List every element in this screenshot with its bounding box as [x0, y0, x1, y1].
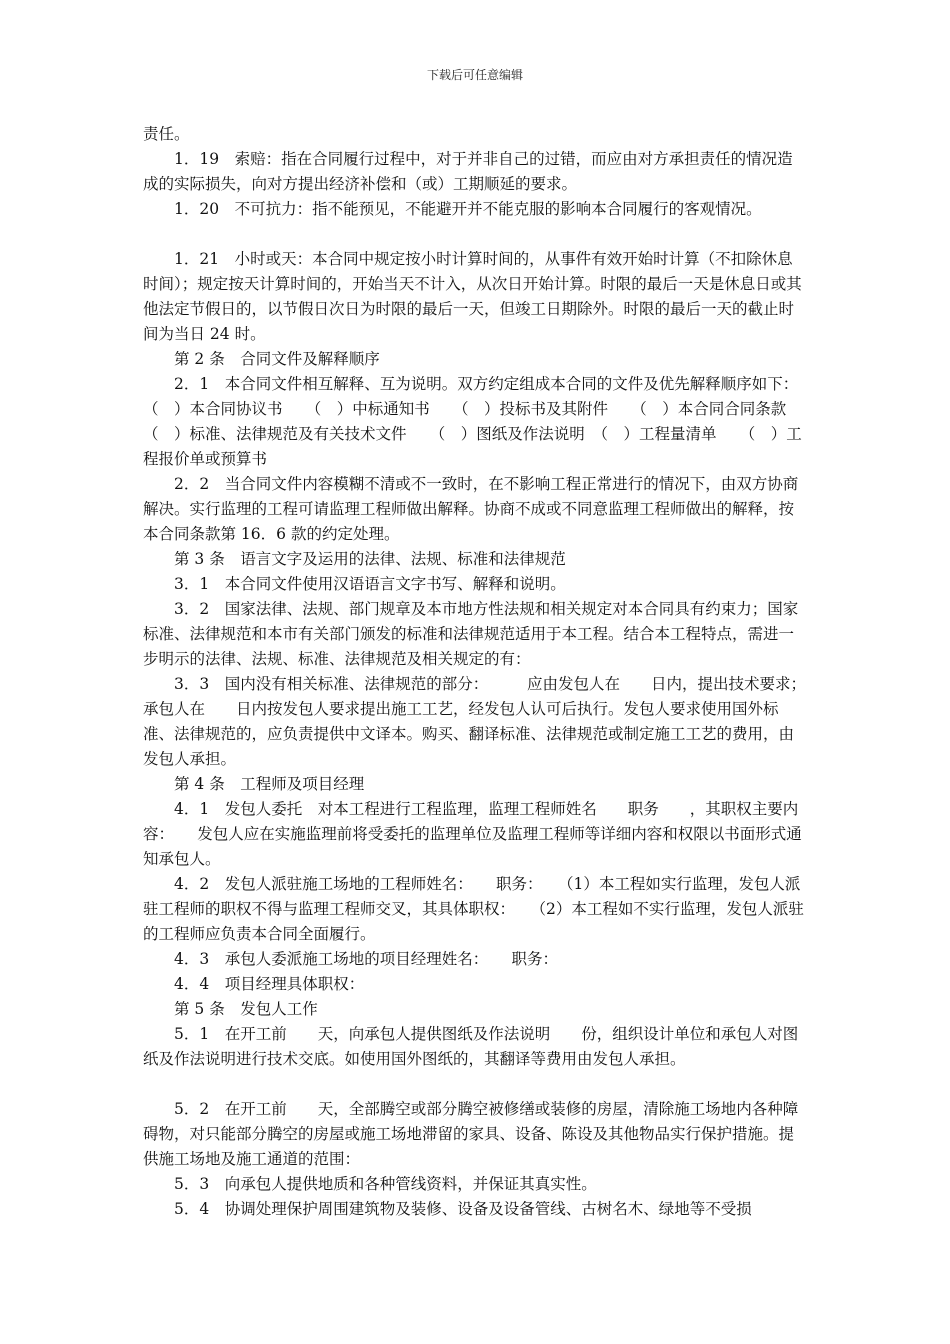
paragraph: 4．3 承包人委派施工场地的项目经理姓名： 职务：: [174, 950, 558, 968]
paragraph: 3．1 本合同文件使用汉语语言文字书写、解释和说明。: [174, 575, 566, 593]
paragraph: 1．20 不可抗力：指不能预见，不能避开并不能克服的影响本合同履行的客观情况。: [174, 200, 762, 218]
paragraph: 5．1 在开工前 天，向承包人提供图纸及作法说明 份，组织设计单位和承包人对图纸及作法说明进行技术交底。如使用国外图纸的，其翻译等费用由发包人承担。: [143, 1025, 799, 1068]
paragraph: 1．19 索赔：指在合同履行过程中，对于并非自己的过错，而应由对方承担责任的情况造成的实际损失，向对方提出经济补偿和（或）工期顺延的要求。: [143, 150, 793, 193]
paragraph: 4．4 项目经理具体职权：: [174, 975, 365, 993]
section-heading: 第 2 条 合同文件及解释顺序: [174, 350, 380, 368]
paragraph: 4．2 发包人派驻施工场地的工程师姓名： 职务： （1）本工程如实行监理，发包人派驻工程师的职权不得与监理工程师交叉，其具体职权： （2）本工程如不实行监理，发包人派驻的工程师应负责本合同全面履行。: [143, 875, 804, 943]
paragraph: 2．2 当合同文件内容模糊不清或不一致时，在不影响工程正常进行的情况下，由双方协商解决。实行监理的工程可请监理工程师做出解释。协商不成或不同意监理工程师做出的解释，按本合同条款第 16．6 款的约定处理。: [143, 475, 799, 543]
paragraph: 责任。: [143, 125, 190, 143]
paragraph: 5．2 在开工前 天，全部腾空或部分腾空被修缮或装修的房屋，清除施工场地内各种障碍物，对只能部分腾空的房屋或施工场地滞留的家具、设备、陈设及其他物品实行保护措施。提供施工场地及施工通道的范围：: [143, 1100, 799, 1168]
paragraph: 3．3 国内没有相关标准、法律规范的部分： 应由发包人在 日内，提出技术要求；承包人在 日内按发包人要求提出施工工艺，经发包人认可后执行。发包人要求使用国外标准、法律规范的，应负责提供中文译本。购买、翻译标准、法律规范或制定施工工艺的费用，由发包人承担。: [143, 675, 806, 768]
paragraph: 2．1 本合同文件相互解释、互为说明。双方约定组成本合同的文件及优先解释顺序如下： （ ）本合同协议书 （ ）中标通知书 （ ）投标书及其附件 （ ）本合同合同条款 （ ）标准、法律规范及有关技术文件 （ ）图纸及作法说明 （ ）工程量清单 （ ）工程报价单或预算书: [143, 375, 822, 468]
page-header: 下载后可任意编辑: [426, 68, 523, 82]
paragraph: 4．1 发包人委托 对本工程进行工程监理，监理工程师姓名 职务 ，其职权主要内容： 发包人应在实施监理前将受委托的监理单位及监理工程师等详细内容和权限以书面形式通知承包人。: [143, 800, 802, 868]
paragraph: 5．4 协调处理保护周围建筑物及装修、设备及设备管线、古树名木、绿地等不受损: [174, 1200, 752, 1218]
section-heading: 第 3 条 语言文字及运用的法律、法规、标准和法律规范: [174, 550, 566, 568]
paragraph: 5．3 向承包人提供地质和各种管线资料，并保证其真实性。: [174, 1175, 597, 1193]
section-heading: 第 5 条 发包人工作: [174, 1000, 318, 1018]
document-body: [143, 122, 822, 1222]
paragraph: 3．2 国家法律、法规、部门规章及本市地方性法规和相关规定对本合同具有约束力；国家标准、法律规范和本市有关部门颁发的标准和法律规范适用于本工程。结合本工程特点，需进一步明示的法律、法规、标准、法律规范及相关规定的有：: [143, 600, 799, 668]
section-heading: 第 4 条 工程师及项目经理: [174, 775, 365, 793]
paragraph: 1．21 小时或天：本合同中规定按小时计算时间的，从事件有效开始时计算（不扣除休息时间）；规定按天计算时间的，开始当天不计入，从次日开始计算。时限的最后一天是休息日或其他法定节假日的，以节假日次日为时限的最后一天，但竣工日期除外。时限的最后一天的截止时间为当日 24 时。: [143, 250, 802, 343]
